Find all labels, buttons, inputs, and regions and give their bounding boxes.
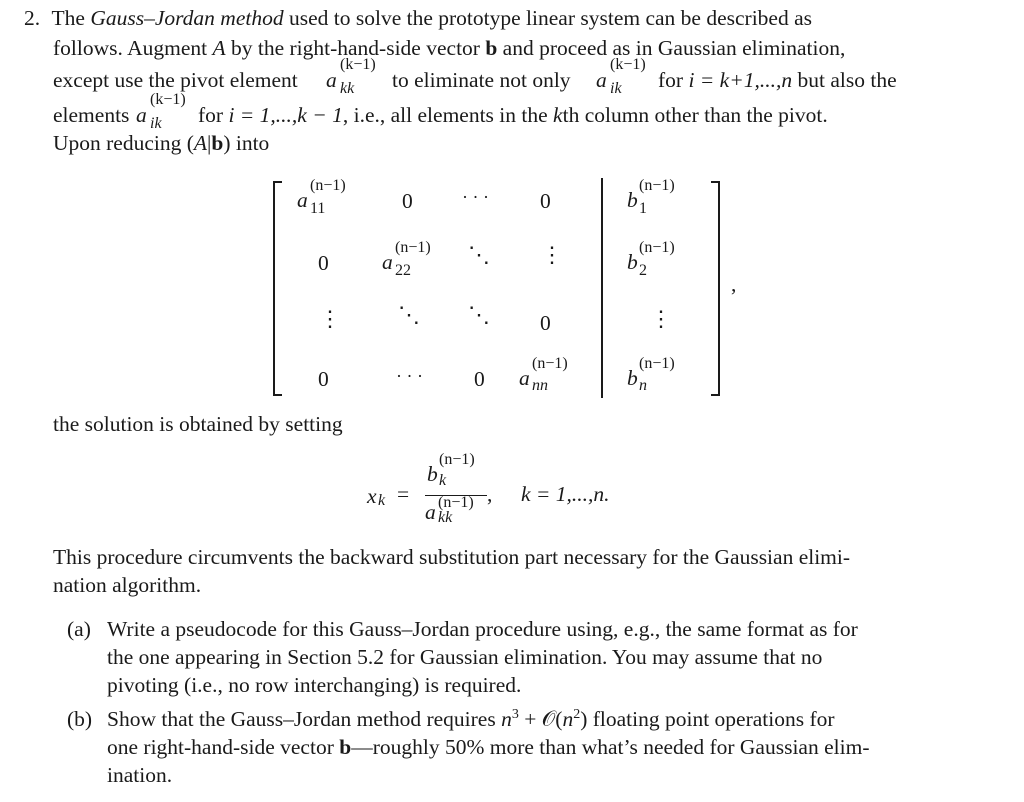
matrix-vdots: ⋮ (319, 306, 341, 331)
matrix-bn: b (n−1) n (627, 355, 675, 394)
part-a-line-1: Write a pseudocode for this Gauss–Jordan procedure using, e.g., the same format as for (107, 617, 858, 641)
matrix-vdots: ⋮ (650, 306, 672, 331)
part-b-line-1: Show that the Gauss–Jordan method requires $n^3$ + $𝒪(n^2)$ floating point operations for (107, 707, 835, 732)
matrix-zero: 0 (402, 189, 413, 213)
matrix-ddots: ⋱ (398, 302, 420, 327)
part-b-line-2: one right-hand-side vector b—roughly 50% more than what’s needed for Gaussian elim- (107, 735, 870, 759)
augmentation-bar (601, 178, 603, 398)
problem-line-1: 2. The Gauss–Jordan method used to solve the prototype linear system can be described as (24, 6, 812, 30)
method-name: Gauss–Jordan method (90, 6, 284, 30)
pivot-element: a (k−1) kk (326, 56, 376, 97)
matrix-vdots: ⋮ (541, 242, 563, 267)
matrix-hdots: · · · (462, 187, 489, 207)
element-aik-2: a (k−1) ik (136, 91, 186, 132)
formula-comma: , (487, 482, 493, 506)
matrix-trailing-comma: , (731, 272, 737, 296)
formula-denominator: a (n−1) kk (425, 494, 474, 526)
problem-line-5: Upon reducing (A|b) into (53, 131, 270, 155)
problem-line-3c: for i = k+1,...,n but also the (658, 68, 897, 92)
right-bracket (718, 181, 720, 396)
left-bracket (273, 181, 275, 396)
part-a-label: (a) (67, 617, 91, 641)
matrix-ddots: ⋱ (468, 302, 490, 327)
problem-line-2: follows. Augment A by the right-hand-side vector b and proceed as in Gaussian elimination, (53, 36, 846, 60)
problem-line-3a: except use the pivot element (53, 68, 298, 92)
matrix-zero: 0 (318, 367, 329, 391)
problem-line-3b: to eliminate not only (392, 68, 571, 92)
procedure-note-line-1: This procedure circumvents the backward substitution part necessary for the Gaussian elimi- (53, 545, 851, 569)
element-aik-1: a (k−1) ik (596, 56, 646, 97)
problem-line-4a: elements (53, 103, 130, 127)
matrix-b2: b (n−1) 2 (627, 239, 675, 279)
matrix-zero: 0 (318, 251, 329, 275)
matrix-zero: 0 (474, 367, 485, 391)
part-b-label: (b) (67, 707, 93, 731)
matrix-a11: a (n−1) 11 (297, 177, 346, 217)
matrix-zero: 0 (540, 189, 551, 213)
matrix-zero: 0 (540, 311, 551, 335)
matrix-hdots: · · · (396, 366, 423, 386)
formula-equals: = (397, 482, 410, 506)
part-b-line-3: ination. (107, 763, 173, 787)
matrix-a22: a (n−1) 22 (382, 239, 431, 279)
problem-line-4b: for i = 1,...,k − 1, i.e., all elements in the kth column other than the pivot. (198, 103, 828, 127)
matrix-ddots: ⋱ (468, 242, 490, 267)
solution-intro: the solution is obtained by setting (53, 412, 343, 436)
part-a-line-2: the one appearing in Section 5.2 for Gaussian elimination. You may assume that no (107, 645, 823, 669)
procedure-note-line-2: nation algorithm. (53, 573, 202, 597)
formula-range: k = 1,...,n. (521, 482, 610, 506)
formula-xk: x k (367, 484, 386, 509)
part-a-line-3: pivoting (i.e., no row interchanging) is required. (107, 673, 522, 697)
formula-numerator: b (n−1) k (427, 451, 475, 489)
matrix-b1: b (n−1) 1 (627, 177, 675, 217)
matrix-ann: a (n−1) nn (519, 355, 568, 394)
problem-number: 2. (24, 6, 41, 30)
